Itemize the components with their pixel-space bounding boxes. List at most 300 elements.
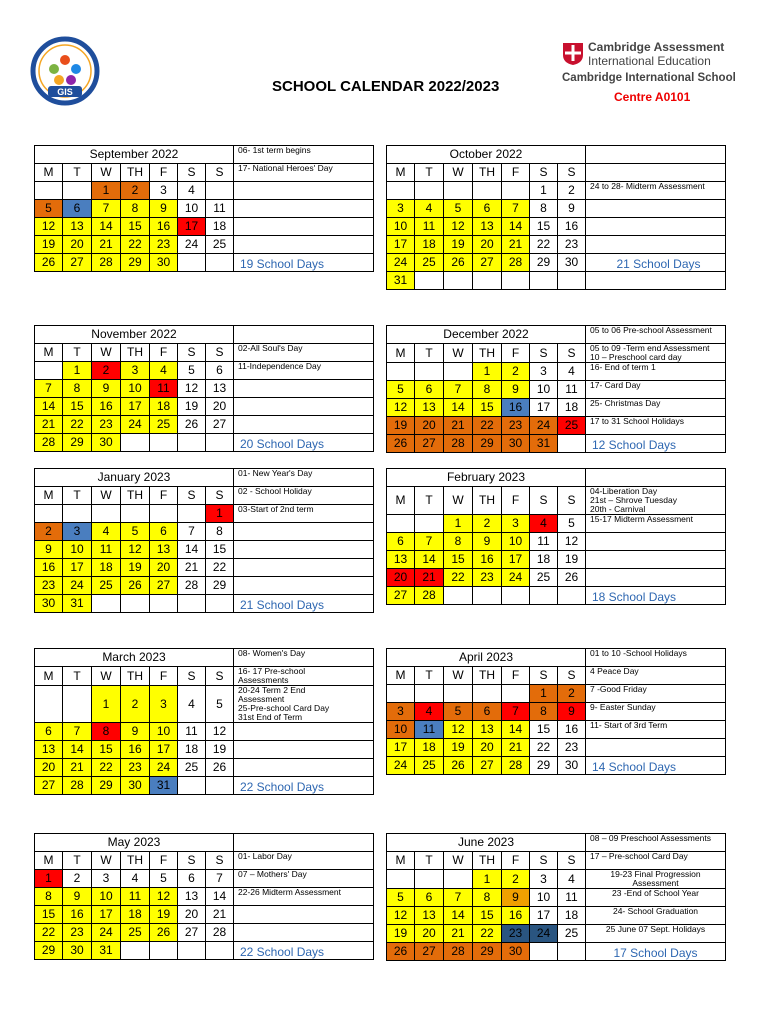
day-cell: 27: [206, 416, 234, 434]
day-cell: 28: [415, 587, 444, 605]
event-note: [586, 200, 726, 218]
event-note: [586, 551, 726, 569]
weekday-header: TH: [121, 164, 150, 182]
month-mar-2023: [34, 648, 374, 795]
weekday-header: M: [387, 487, 415, 515]
day-cell: 10: [502, 533, 530, 551]
event-note: [586, 739, 726, 757]
day-cell: 12: [444, 721, 473, 739]
month-dec-2022: [386, 325, 726, 453]
day-cell: 20: [473, 739, 502, 757]
month-jun-2023: [386, 833, 726, 961]
day-cell: 2: [473, 515, 502, 533]
day-cell: 18: [558, 399, 586, 417]
day-cell: 5: [178, 362, 206, 380]
event-note: [234, 577, 374, 595]
day-cell: 23: [502, 417, 530, 435]
day-cell: 6: [150, 523, 178, 541]
day-cell: 25: [558, 417, 586, 435]
school-days-count: 19 School Days: [234, 254, 374, 272]
day-cell: 9: [63, 888, 92, 906]
day-cell: 15: [121, 218, 150, 236]
school-days-count: 12 School Days: [586, 435, 726, 453]
event-note: [586, 533, 726, 551]
day-cell: [63, 686, 92, 723]
weekday-header: F: [502, 164, 530, 182]
day-cell: 19: [444, 236, 473, 254]
day-cell: 19: [387, 925, 415, 943]
day-cell: [92, 505, 121, 523]
event-note: [586, 164, 726, 182]
day-cell: [415, 182, 444, 200]
day-cell: 14: [444, 907, 473, 925]
day-cell: 14: [178, 541, 206, 559]
day-cell: 10: [387, 218, 415, 236]
day-cell: [558, 435, 586, 453]
event-note: 16- End of term 1: [586, 363, 726, 381]
day-cell: 3: [387, 703, 415, 721]
day-cell: 14: [444, 399, 473, 417]
event-note: [234, 326, 374, 344]
event-note: [234, 398, 374, 416]
event-note: 05 to 09 -Term end Assessment 10 – Preschool card day: [586, 344, 726, 363]
day-cell: 17: [63, 559, 92, 577]
event-note: [234, 380, 374, 398]
day-cell: 14: [63, 741, 92, 759]
weekday-header: M: [387, 344, 415, 363]
day-cell: [444, 182, 473, 200]
day-cell: 2: [121, 686, 150, 723]
day-cell: 27: [178, 924, 206, 942]
day-cell: 28: [206, 924, 234, 942]
day-cell: 16: [92, 398, 121, 416]
day-cell: 25: [415, 254, 444, 272]
day-cell: 3: [121, 362, 150, 380]
weekday-header: TH: [473, 487, 502, 515]
day-cell: 21: [415, 569, 444, 587]
day-cell: 4: [178, 686, 206, 723]
day-cell: 9: [473, 533, 502, 551]
day-cell: 27: [415, 435, 444, 453]
weekday-header: M: [35, 852, 63, 870]
month-title: June 2023: [387, 834, 586, 852]
day-cell: 16: [558, 218, 586, 236]
event-note: 23 -End of School Year: [586, 889, 726, 907]
day-cell: [206, 182, 234, 200]
weekday-header: T: [63, 344, 92, 362]
weekday-header: F: [150, 487, 178, 505]
day-cell: 16: [121, 741, 150, 759]
day-cell: 17: [92, 906, 121, 924]
weekday-header: W: [92, 344, 121, 362]
day-cell: 6: [415, 889, 444, 907]
day-cell: 5: [35, 200, 63, 218]
event-note: [234, 523, 374, 541]
day-cell: 22: [444, 569, 473, 587]
day-cell: 14: [206, 888, 234, 906]
day-cell: 11: [415, 721, 444, 739]
day-cell: [558, 943, 586, 961]
day-cell: 12: [35, 218, 63, 236]
day-cell: [473, 587, 502, 605]
day-cell: 3: [502, 515, 530, 533]
weekday-header: F: [502, 344, 530, 363]
day-cell: 13: [35, 741, 63, 759]
day-cell: 20: [178, 906, 206, 924]
day-cell: 10: [530, 889, 558, 907]
day-cell: 30: [502, 943, 530, 961]
event-note: [586, 469, 726, 487]
day-cell: 20: [206, 398, 234, 416]
month-title: February 2023: [387, 469, 586, 487]
day-cell: 29: [473, 943, 502, 961]
event-note: 4 Peace Day: [586, 667, 726, 685]
weekday-header: S: [206, 164, 234, 182]
weekday-header: F: [150, 667, 178, 686]
day-cell: [150, 505, 178, 523]
day-cell: [415, 363, 444, 381]
event-note: [234, 834, 374, 852]
day-cell: [415, 870, 444, 889]
day-cell: 7: [415, 533, 444, 551]
event-note: [234, 416, 374, 434]
day-cell: 29: [35, 942, 63, 960]
day-cell: 5: [150, 870, 178, 888]
day-cell: 24: [387, 254, 415, 272]
day-cell: 18: [92, 559, 121, 577]
event-note: 11- Start of 3rd Term: [586, 721, 726, 739]
day-cell: 18: [530, 551, 558, 569]
day-cell: 3: [150, 182, 178, 200]
day-cell: 29: [530, 757, 558, 775]
weekday-header: W: [444, 852, 473, 870]
day-cell: 30: [121, 777, 150, 795]
day-cell: 20: [387, 569, 415, 587]
day-cell: [530, 272, 558, 290]
day-cell: 27: [35, 777, 63, 795]
day-cell: [92, 595, 121, 613]
day-cell: [415, 685, 444, 703]
day-cell: 2: [121, 182, 150, 200]
day-cell: 1: [444, 515, 473, 533]
day-cell: 13: [415, 399, 444, 417]
day-cell: 5: [387, 889, 415, 907]
month-title: January 2023: [35, 469, 234, 487]
day-cell: 21: [35, 416, 63, 434]
event-note: 01 to 10 -School Holidays: [586, 649, 726, 667]
day-cell: 18: [415, 236, 444, 254]
school-days-count: 21 School Days: [586, 254, 726, 272]
day-cell: 1: [63, 362, 92, 380]
day-cell: [178, 777, 206, 795]
day-cell: 29: [530, 254, 558, 272]
day-cell: 23: [92, 416, 121, 434]
day-cell: 8: [473, 381, 502, 399]
day-cell: 22: [530, 739, 558, 757]
event-note: 9- Easter Sunday: [586, 703, 726, 721]
day-cell: [444, 587, 473, 605]
day-cell: 8: [92, 723, 121, 741]
day-cell: 14: [92, 218, 121, 236]
day-cell: [63, 505, 92, 523]
weekday-header: M: [35, 344, 63, 362]
weekday-header: S: [558, 852, 586, 870]
weekday-header: S: [530, 344, 558, 363]
day-cell: [530, 587, 558, 605]
weekday-header: M: [35, 164, 63, 182]
event-note: 25- Christmas Day: [586, 399, 726, 417]
month-jan-2023: [34, 468, 374, 613]
day-cell: 23: [35, 577, 63, 595]
day-cell: 5: [121, 523, 150, 541]
day-cell: 8: [121, 200, 150, 218]
weekday-header: T: [63, 852, 92, 870]
weekday-header: S: [178, 667, 206, 686]
day-cell: [558, 587, 586, 605]
day-cell: [473, 685, 502, 703]
day-cell: [121, 434, 150, 452]
day-cell: 31: [92, 942, 121, 960]
day-cell: 18: [206, 218, 234, 236]
day-cell: 30: [63, 942, 92, 960]
crest-icon: [562, 42, 584, 66]
day-cell: 28: [92, 254, 121, 272]
event-note: 17 – Pre-school Card Day: [586, 852, 726, 870]
event-note: [234, 906, 374, 924]
day-cell: [473, 182, 502, 200]
day-cell: 26: [387, 435, 415, 453]
day-cell: 6: [178, 870, 206, 888]
day-cell: 1: [92, 182, 121, 200]
day-cell: [121, 595, 150, 613]
day-cell: 22: [35, 924, 63, 942]
day-cell: 17: [178, 218, 206, 236]
day-cell: 30: [92, 434, 121, 452]
day-cell: 22: [63, 416, 92, 434]
day-cell: 28: [63, 777, 92, 795]
day-cell: 29: [206, 577, 234, 595]
month-title: May 2023: [35, 834, 234, 852]
day-cell: 5: [558, 515, 586, 533]
weekday-header: W: [444, 344, 473, 363]
event-note: [234, 559, 374, 577]
event-note: 03-Start of 2nd term: [234, 505, 374, 523]
day-cell: 11: [178, 723, 206, 741]
event-note: [234, 759, 374, 777]
weekday-header: S: [558, 487, 586, 515]
weekday-header: TH: [473, 344, 502, 363]
day-cell: 13: [206, 380, 234, 398]
weekday-header: S: [178, 164, 206, 182]
day-cell: 29: [121, 254, 150, 272]
day-cell: [502, 182, 530, 200]
day-cell: 18: [178, 741, 206, 759]
day-cell: 7: [92, 200, 121, 218]
day-cell: [444, 363, 473, 381]
day-cell: 6: [473, 200, 502, 218]
day-cell: 9: [558, 703, 586, 721]
day-cell: 4: [150, 362, 178, 380]
day-cell: 19: [121, 559, 150, 577]
day-cell: 9: [35, 541, 63, 559]
weekday-header: S: [558, 344, 586, 363]
weekday-header: S: [178, 852, 206, 870]
day-cell: 13: [473, 721, 502, 739]
day-cell: [502, 272, 530, 290]
weekday-header: S: [206, 667, 234, 686]
day-cell: [121, 505, 150, 523]
month-apr-2023: [386, 648, 726, 775]
day-cell: 20: [150, 559, 178, 577]
day-cell: 28: [35, 434, 63, 452]
day-cell: 19: [444, 739, 473, 757]
day-cell: [387, 515, 415, 533]
event-note: 01- New Year's Day: [234, 469, 374, 487]
day-cell: 2: [558, 182, 586, 200]
day-cell: 12: [206, 723, 234, 741]
event-note: [586, 569, 726, 587]
weekday-header: T: [415, 667, 444, 685]
day-cell: 4: [558, 870, 586, 889]
event-note: [586, 146, 726, 164]
cambridge-logo: [560, 40, 750, 105]
weekday-header: W: [444, 667, 473, 685]
weekday-header: T: [63, 667, 92, 686]
event-note: 04-Liberation Day 21st – Shrove Tuesday 20th - Carnival: [586, 487, 726, 515]
day-cell: 21: [206, 906, 234, 924]
day-cell: [530, 943, 558, 961]
day-cell: 19: [150, 906, 178, 924]
day-cell: 4: [415, 703, 444, 721]
day-cell: 21: [178, 559, 206, 577]
weekday-header: T: [63, 164, 92, 182]
day-cell: 25: [178, 759, 206, 777]
school-days-count: 17 School Days: [586, 943, 726, 961]
day-cell: 12: [387, 399, 415, 417]
day-cell: [63, 182, 92, 200]
weekday-header: T: [63, 487, 92, 505]
day-cell: 7: [444, 889, 473, 907]
day-cell: 3: [387, 200, 415, 218]
day-cell: 27: [150, 577, 178, 595]
day-cell: 10: [92, 888, 121, 906]
day-cell: 23: [558, 739, 586, 757]
event-note: 15-17 Midterm Assessment: [586, 515, 726, 533]
day-cell: 30: [35, 595, 63, 613]
month-oct-2022: [386, 145, 726, 290]
day-cell: 24: [63, 577, 92, 595]
day-cell: 25: [121, 924, 150, 942]
day-cell: 25: [206, 236, 234, 254]
day-cell: 24: [530, 925, 558, 943]
day-cell: 3: [530, 363, 558, 381]
day-cell: 10: [63, 541, 92, 559]
day-cell: 11: [92, 541, 121, 559]
day-cell: 12: [178, 380, 206, 398]
day-cell: 17: [387, 236, 415, 254]
event-note: 05 to 06 Pre-school Assessment: [586, 326, 726, 344]
day-cell: 29: [92, 777, 121, 795]
event-note: [234, 541, 374, 559]
day-cell: 2: [35, 523, 63, 541]
day-cell: 10: [121, 380, 150, 398]
day-cell: 14: [502, 721, 530, 739]
day-cell: 24: [121, 416, 150, 434]
day-cell: 17: [121, 398, 150, 416]
event-note: [234, 723, 374, 741]
day-cell: 11: [415, 218, 444, 236]
event-note: 19-23 Final Progression Assessment: [586, 870, 726, 889]
weekday-header: TH: [473, 852, 502, 870]
event-note: 02-All Soul's Day: [234, 344, 374, 362]
month-title: November 2022: [35, 326, 234, 344]
day-cell: 1: [206, 505, 234, 523]
month-title: September 2022: [35, 146, 234, 164]
day-cell: 11: [121, 888, 150, 906]
weekday-header: S: [558, 164, 586, 182]
day-cell: 8: [530, 703, 558, 721]
day-cell: [178, 505, 206, 523]
weekday-header: F: [502, 852, 530, 870]
day-cell: [178, 942, 206, 960]
day-cell: 27: [63, 254, 92, 272]
weekday-header: F: [150, 164, 178, 182]
day-cell: 28: [444, 435, 473, 453]
day-cell: 30: [558, 757, 586, 775]
day-cell: 2: [502, 363, 530, 381]
day-cell: 3: [92, 870, 121, 888]
weekday-header: F: [502, 667, 530, 685]
day-cell: 31: [63, 595, 92, 613]
day-cell: 7: [178, 523, 206, 541]
day-cell: 21: [63, 759, 92, 777]
school-days-count: 21 School Days: [234, 595, 374, 613]
day-cell: 6: [415, 381, 444, 399]
day-cell: 26: [558, 569, 586, 587]
day-cell: [35, 362, 63, 380]
day-cell: 13: [178, 888, 206, 906]
day-cell: 20: [415, 417, 444, 435]
day-cell: 16: [558, 721, 586, 739]
weekday-header: TH: [121, 667, 150, 686]
weekday-header: M: [387, 164, 415, 182]
day-cell: [178, 595, 206, 613]
day-cell: 3: [530, 870, 558, 889]
day-cell: 4: [415, 200, 444, 218]
weekday-header: S: [178, 344, 206, 362]
day-cell: 21: [502, 739, 530, 757]
day-cell: 28: [502, 757, 530, 775]
day-cell: 9: [502, 889, 530, 907]
day-cell: 11: [558, 381, 586, 399]
day-cell: 22: [121, 236, 150, 254]
day-cell: [558, 272, 586, 290]
month-sep-2022: [34, 145, 374, 272]
event-note: [586, 218, 726, 236]
day-cell: 9: [92, 380, 121, 398]
weekday-header: S: [530, 164, 558, 182]
weekday-header: TH: [121, 344, 150, 362]
day-cell: 17: [502, 551, 530, 569]
day-cell: [150, 434, 178, 452]
day-cell: 14: [502, 218, 530, 236]
day-cell: 7: [502, 200, 530, 218]
day-cell: 25: [150, 416, 178, 434]
day-cell: 26: [150, 924, 178, 942]
day-cell: 31: [530, 435, 558, 453]
day-cell: 16: [473, 551, 502, 569]
day-cell: 7: [502, 703, 530, 721]
